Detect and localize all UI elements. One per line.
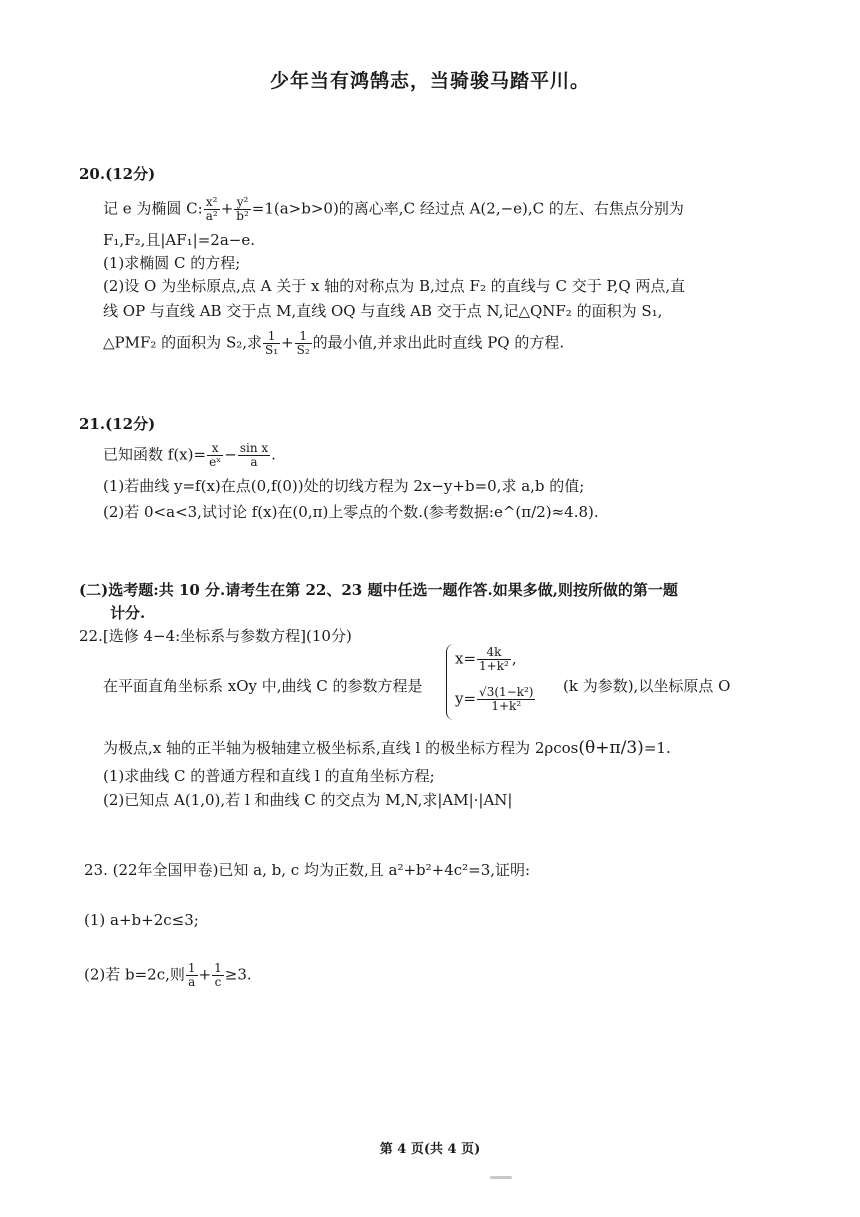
- q20-frac-1-s2: $\frac{1}{\text{S₂}}$: [296, 329, 310, 357]
- section2-line2: 计分.: [110, 604, 146, 622]
- q23-stem: 23. (22年全国甲卷)已知 a, b, c 均为正数,且 a²+b²+4c²=3,证明:: [84, 861, 531, 879]
- q20-header: 20.(12分): [79, 165, 156, 183]
- q20-stem-line2: F₁,F₂,且|AF₁|=2a−e.: [103, 231, 256, 249]
- motto-header: 少年当有鸿鹄志，当骑骏马踏平川。: [269, 70, 590, 92]
- q21-part2: (2)若 0<a<3,试讨论 f(x)在(0,π)上零点的个数.(参考数据:e^(π/2)≈4.8).: [103, 503, 599, 521]
- q20-part2-line1: (2)设 O 为坐标原点,点 A 关于 x 轴的对称点为 B,过点 F₂ 的直线与 C 交于 P,Q 两点,直: [103, 277, 686, 295]
- q20-part2-line3: △PMF₂ 的面积为 S₂,求 $\frac{1}{\text{S₁}}$ + $\frac{1}{\text{S₂}}$ 的最小值,并求出此时直线 PQ 的方程.: [103, 329, 565, 357]
- q20-frac-1-s1: $\frac{1}{\text{S₁}}$: [265, 329, 279, 357]
- q23-part2: (2)若 b=2c,则 $\frac{1}{a}$ + $\frac{1}{c}$ ≥3.: [84, 961, 252, 989]
- q22-eq1: x= $\frac{4k}{\text{1+k²}}$ ,: [455, 645, 517, 673]
- q23-frac-1-a: $\frac{1}{a}$: [187, 961, 196, 989]
- q22-header: 22.[选修 4−4:坐标系与参数方程](10分): [79, 627, 352, 645]
- q21-frac-x-ex: $\frac{x}{\text{eˣ}}$: [209, 441, 222, 469]
- scan-mark: [490, 1176, 512, 1179]
- left-brace-icon: [446, 644, 455, 720]
- q23-part1: (1) a+b+2c≤3;: [84, 911, 199, 929]
- q20-part1: (1)求椭圆 C 的方程;: [103, 254, 241, 272]
- q21-header: 21.(12分): [79, 415, 156, 433]
- q22-eq2: y= $\frac{\text{√3(1−k²)}}{\text{1+k²}}$: [455, 685, 534, 713]
- q22-stem-a: 在平面直角坐标系 xOy 中,曲线 C 的参数方程是: [103, 677, 423, 695]
- q20-stem-text: 记 e 为椭圆 C:: [103, 199, 203, 218]
- q20-part2-line2: 线 OP 与直线 AB 交于点 M,直线 OQ 与直线 AB 交于点 N,记△QNF₂ 的面积为 S₁,: [103, 302, 663, 320]
- section2-line1: (二)选考题:共 10 分.请考生在第 22、23 题中任选一题作答.如果多做,则按所做的第一题: [79, 581, 678, 599]
- q20-frac-y2-b2: $\frac{\text{y²}}{\text{b²}}$: [236, 195, 249, 223]
- q22-stem-b: (k 为参数),以坐标原点 O: [563, 677, 731, 695]
- q20-stem-text-2: =1(a>b>0)的离心率,C 经过点 A(2,−e),C 的左、右焦点分别为: [251, 199, 684, 218]
- q22-line2: 为极点,x 轴的正半轴为极轴建立极坐标系,直线 l 的极坐标方程为 2ρcos(θ+π/3)=1.: [103, 738, 671, 758]
- q22-part2: (2)已知点 A(1,0),若 l 和曲线 C 的交点为 M,N,求|AM|·|AN|: [103, 791, 513, 809]
- q21-stem: 已知函数 f(x)= $\frac{x}{\text{eˣ}}$ − $\frac{\text{sin x}}{a}$ .: [103, 441, 276, 469]
- q20-stem: 记 e 为椭圆 C: $\frac{\text{x²}}{\text{a²}}$ + $\frac{\text{y²}}{\text{b²}}$ =1(a>b>0)的离心率,C 经过点 A(2,−e),C 的左、右焦点分别为: [103, 195, 684, 223]
- page-footer: 第 4 页(共 4 页): [379, 1142, 481, 1157]
- q20-frac-x2-a2: $\frac{\text{x²}}{\text{a²}}$: [205, 195, 218, 223]
- q21-frac-sin-a: $\frac{\text{sin x}}{a}$: [239, 441, 269, 469]
- q23-frac-1-c: $\frac{1}{c}$: [214, 961, 222, 989]
- q21-part1: (1)若曲线 y=f(x)在点(0,f(0))处的切线方程为 2x−y+b=0,求 a,b 的值;: [103, 477, 585, 495]
- q22-part1: (1)求曲线 C 的普通方程和直线 l 的直角坐标方程;: [103, 767, 435, 785]
